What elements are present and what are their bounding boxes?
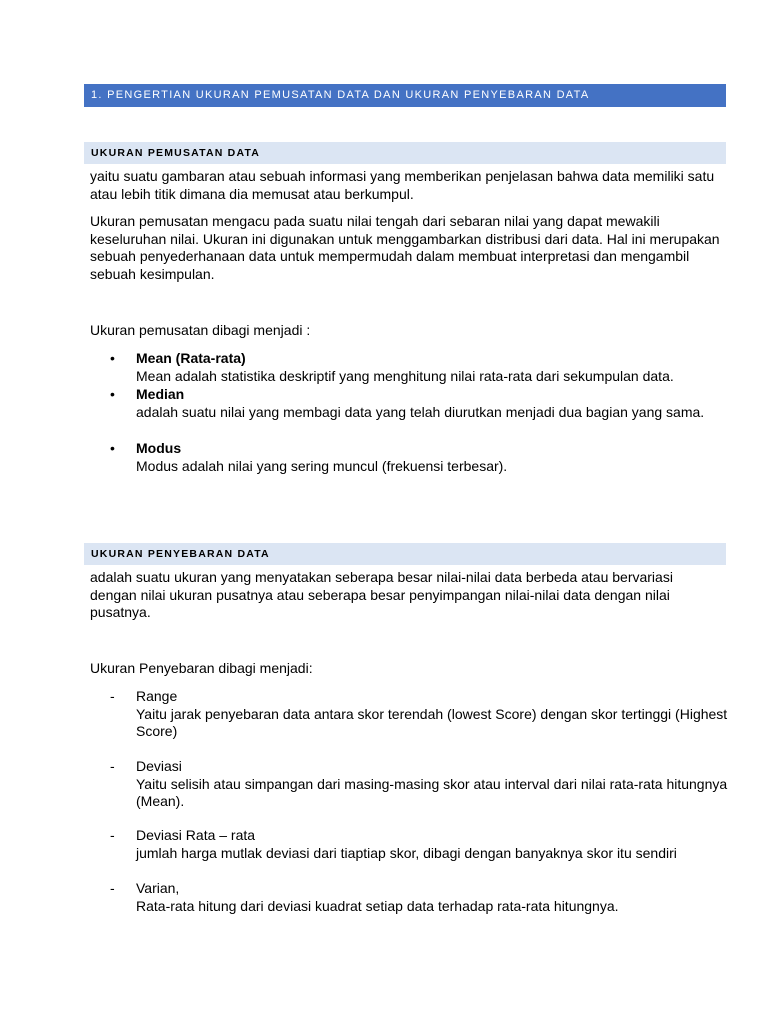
item-description: jumlah harga mutlak deviasi dari tiaptiap skor, dibagi dengan banyaknya skor itu sendiri — [136, 844, 677, 861]
dispersion-intro: Ukuran Penyebaran dibagi menjadi: — [90, 660, 313, 676]
central-explanation: Ukuran pemusatan mengacu pada suatu nilai tengah dari sebaran nilai yang dapat mewakili keseluruhan nilai. Ukuran ini digunakan untuk menggambarkan distribusi dari data. Hal ini merupakan sebuah penyederhanaan data untuk mempermudah dalam membuat interpretasi dan mengambil sebuah kesimpulan. — [90, 213, 720, 282]
bullet-marker: • — [110, 350, 115, 366]
item-term: Modus — [136, 440, 182, 456]
item-description: Yaitu selisih atau simpangan dari masing-masing skor atau interval dari nilai rata-rata hitungnya (Mean). — [136, 775, 728, 809]
item-description: adalah suatu nilai yang membagi data yang telah diurutkan menjadi dua bagian yang sama. — [136, 403, 705, 420]
dash-marker: - — [110, 758, 115, 774]
item-term: Deviasi — [136, 758, 182, 774]
central-tendency-heading: UKURAN PEMUSATAN DATA — [84, 142, 726, 164]
bullet-marker: • — [110, 386, 115, 402]
item-description: Modus adalah nilai yang sering muncul (frekuensi terbesar). — [136, 457, 508, 474]
bullet-marker: • — [110, 440, 115, 456]
central-definition: yaitu suatu gambaran atau sebuah informasi yang memberikan penjelasan bahwa data memiliki satu atau lebih titik dimana dia memusat atau berkumpul. — [90, 168, 715, 202]
dispersion-definition: adalah suatu ukuran yang menyatakan seberapa besar nilai-nilai data berbeda atau bervariasi dengan nilai ukuran pusatnya atau seberapa besar penyimpangan nilai-nilai data dengan nilai pusatnya. — [90, 569, 673, 620]
section-heading: 1. PENGERTIAN UKURAN PEMUSATAN DATA DAN UKURAN PENYEBARAN DATA — [84, 84, 726, 107]
item-description: Yaitu jarak penyebaran data antara skor terendah (lowest Score) dengan skor tertinggi (Highest Score) — [136, 705, 728, 739]
dispersion-heading: UKURAN PENYEBARAN DATA — [84, 543, 726, 565]
dash-marker: - — [110, 827, 115, 843]
central-intro: Ukuran pemusatan dibagi menjadi : — [90, 322, 311, 338]
item-term: Range — [136, 688, 178, 704]
item-term: Varian, — [136, 880, 180, 896]
item-description: Rata-rata hitung dari deviasi kuadrat setiap data terhadap rata-rata hitungnya. — [136, 897, 619, 914]
item-term: Deviasi Rata – rata — [136, 827, 256, 843]
item-description: Mean adalah statistika deskriptif yang menghitung nilai rata-rata dari sekumpulan data. — [136, 367, 674, 384]
item-term: Mean (Rata-rata) — [136, 350, 246, 366]
item-term: Median — [136, 386, 185, 402]
dash-marker: - — [110, 880, 115, 896]
dash-marker: - — [110, 688, 115, 704]
